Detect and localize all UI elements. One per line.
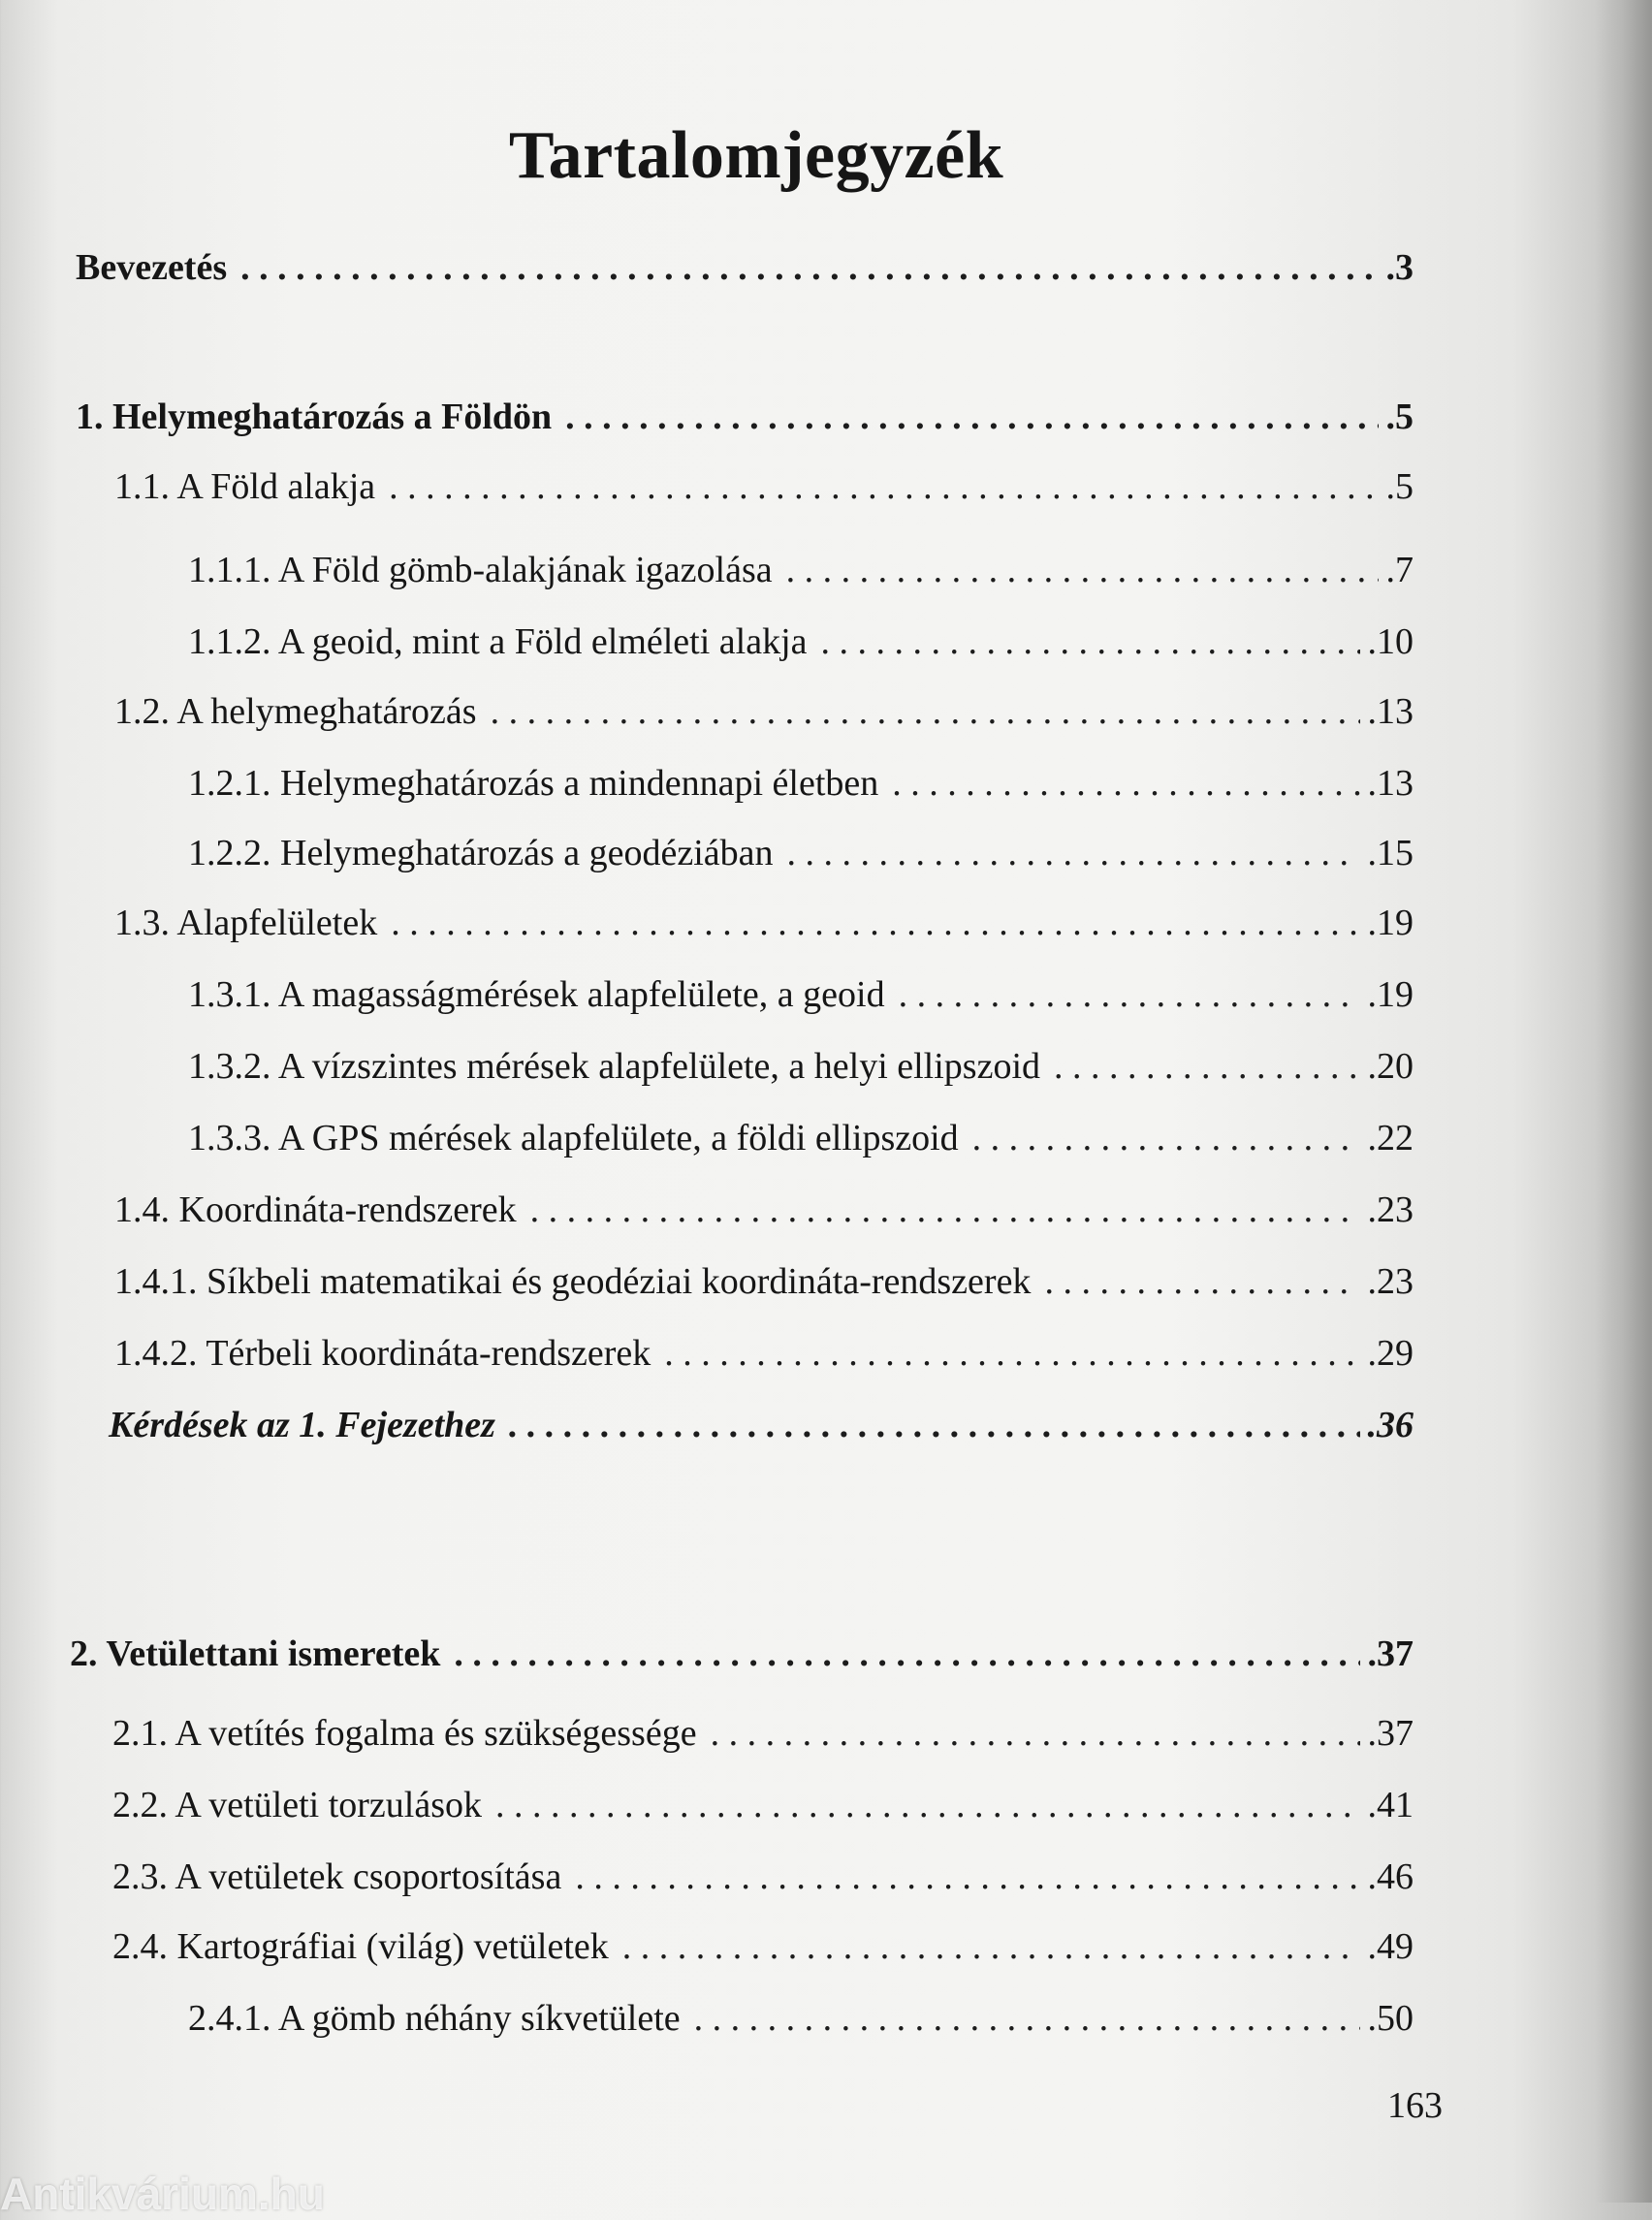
toc-leader-dots: [787, 830, 1360, 876]
toc-leader-dots: [711, 1710, 1360, 1757]
toc-entry-1-3-2: [188, 1043, 1414, 1090]
toc-entry-label: 1.4. Koordináta-rendszerek: [114, 1189, 517, 1230]
toc-entry-1-4: [114, 1187, 1414, 1233]
toc-entry-page: .23: [1367, 1261, 1414, 1302]
toc-entry-2-1: [112, 1710, 1414, 1757]
toc-entry-label: 1.4.2. Térbeli koordináta-rendszerek: [114, 1333, 651, 1374]
toc-entry-1-2-1: [188, 760, 1414, 807]
toc-leader-dots: [509, 1402, 1360, 1448]
toc-entry-bevezetes: [76, 244, 1414, 291]
toc-leader-dots: [1044, 1258, 1359, 1305]
toc-entry-page: .50: [1367, 1998, 1414, 2039]
toc-entry-label: 1.4.1. Síkbeli matematikai és geodéziai koordináta-rendszerek: [114, 1261, 1032, 1302]
toc-leader-dots: [622, 1923, 1360, 1970]
toc-leader-dots: [495, 1782, 1359, 1828]
toc-entry-questions-chapter-1: [109, 1402, 1414, 1448]
toc-entry-label: 1.3.1. A magasságmérések alapfelülete, a geoid: [188, 974, 885, 1015]
toc-entry-1-3-1: [188, 971, 1414, 1018]
toc-entry-label: 1.3.2. A vízszintes mérések alapfelülete, a helyi ellipszoid: [188, 1046, 1041, 1087]
toc-leader-dots: [664, 1330, 1359, 1377]
toc-entry-label: Bevezetés: [76, 247, 228, 288]
toc-entry-page: .41: [1367, 1785, 1414, 1825]
toc-entry-chapter-2: [70, 1631, 1414, 1677]
toc-entry-page: .19: [1367, 903, 1414, 943]
toc-entry-1-1-1: [188, 547, 1414, 593]
toc-entry-page: .29: [1367, 1333, 1414, 1374]
toc-entry-2-4-1: [188, 1995, 1414, 2042]
toc-entry-1-2-2: [188, 830, 1414, 876]
toc-entry-label: 1.3.3. A GPS mérések alapfelülete, a földi ellipszoid: [188, 1118, 959, 1158]
toc-entry-label: 1.1.1. A Föld gömb-alakjának igazolása: [188, 550, 773, 590]
toc-entry-page: .36: [1367, 1405, 1414, 1445]
toc-leader-dots: [972, 1115, 1360, 1161]
page-number: 163: [1387, 2085, 1443, 2126]
toc-entry-label: Kérdések az 1. Fejezethez: [109, 1405, 495, 1445]
toc-leader-dots: [454, 1631, 1359, 1677]
toc-entry-1-1: [114, 463, 1414, 510]
toc-entry-page: .37: [1367, 1713, 1414, 1754]
toc-entry-page: .15: [1367, 833, 1414, 873]
toc-leader-dots: [389, 463, 1378, 510]
toc-entry-1-3-3: [188, 1115, 1414, 1161]
toc-entry-label: 1. Helymeghatározás a Földön: [76, 396, 553, 437]
toc-entry-page: .10: [1367, 621, 1414, 662]
toc-entry-label: 1.2.1. Helymeghatározás a mindennapi életben: [188, 763, 879, 804]
toc-entry-label: 2.1. A vetítés fogalma és szükségessége: [112, 1713, 697, 1754]
toc-entry-2-3: [112, 1854, 1414, 1900]
toc-entry-1-3: [114, 900, 1414, 946]
toc-entry-2-4: [112, 1923, 1414, 1970]
toc-leader-dots: [899, 971, 1360, 1018]
toc-entry-page: .23: [1367, 1189, 1414, 1230]
toc-leader-dots: [892, 760, 1359, 807]
toc-entry-page: .7: [1385, 550, 1414, 590]
toc-entry-label: 1.1. A Föld alakja: [114, 466, 376, 507]
toc-entry-1-2: [114, 688, 1414, 735]
toc-entry-label: 2.4.1. A gömb néhány síkvetülete: [188, 1998, 681, 2039]
toc-entry-page: .5: [1385, 466, 1414, 507]
toc-entry-1-4-2: [114, 1330, 1414, 1377]
toc-entry-page: .37: [1367, 1633, 1414, 1674]
page-title: Tartalomjegyzék: [508, 117, 1004, 193]
toc-leader-dots: [240, 244, 1378, 291]
toc-entry-page: .49: [1367, 1926, 1414, 1967]
toc-entry-1-4-1: [114, 1258, 1414, 1305]
toc-entry-page: .13: [1367, 763, 1414, 804]
toc-leader-dots: [821, 618, 1360, 665]
toc-entry-label: 1.2.2. Helymeghatározás a geodéziában: [188, 833, 774, 873]
toc-leader-dots: [1054, 1043, 1359, 1090]
toc-entry-label: 2. Vetülettani ismeretek: [70, 1633, 441, 1674]
toc-entry-label: 2.2. A vetületi torzulások: [112, 1785, 483, 1825]
toc-entry-page: .5: [1385, 396, 1414, 437]
toc-entry-page: .22: [1367, 1118, 1414, 1158]
toc-leader-dots: [491, 688, 1360, 735]
toc-entry-2-2: [112, 1782, 1414, 1828]
toc-entry-1-1-2: [188, 618, 1414, 665]
toc-entry-page: .13: [1367, 691, 1414, 732]
watermark-logo: Antikvárium.hu: [0, 2169, 325, 2219]
toc-entry-page: .20: [1367, 1046, 1414, 1087]
toc-leader-dots: [575, 1854, 1359, 1900]
toc-entry-page: .3: [1385, 247, 1414, 288]
toc-entry-label: 1.3. Alapfelületek: [114, 903, 378, 943]
toc-entry-label: 2.4. Kartográfiai (világ) vetületek: [112, 1926, 609, 1967]
toc-leader-dots: [391, 900, 1359, 946]
toc-leader-dots: [694, 1995, 1360, 2042]
toc-entry-label: 1.1.2. A geoid, mint a Föld elméleti alakja: [188, 621, 808, 662]
toc-entry-page: .46: [1367, 1856, 1414, 1897]
toc-leader-dots: [565, 394, 1378, 440]
toc-entry-label: 2.3. A vetületek csoportosítása: [112, 1856, 562, 1897]
toc-entry-chapter-1: [76, 394, 1414, 440]
toc-entry-page: .19: [1367, 974, 1414, 1015]
toc-entry-label: 1.2. A helymeghatározás: [114, 691, 477, 732]
toc-leader-dots: [786, 547, 1379, 593]
toc-leader-dots: [530, 1187, 1360, 1233]
